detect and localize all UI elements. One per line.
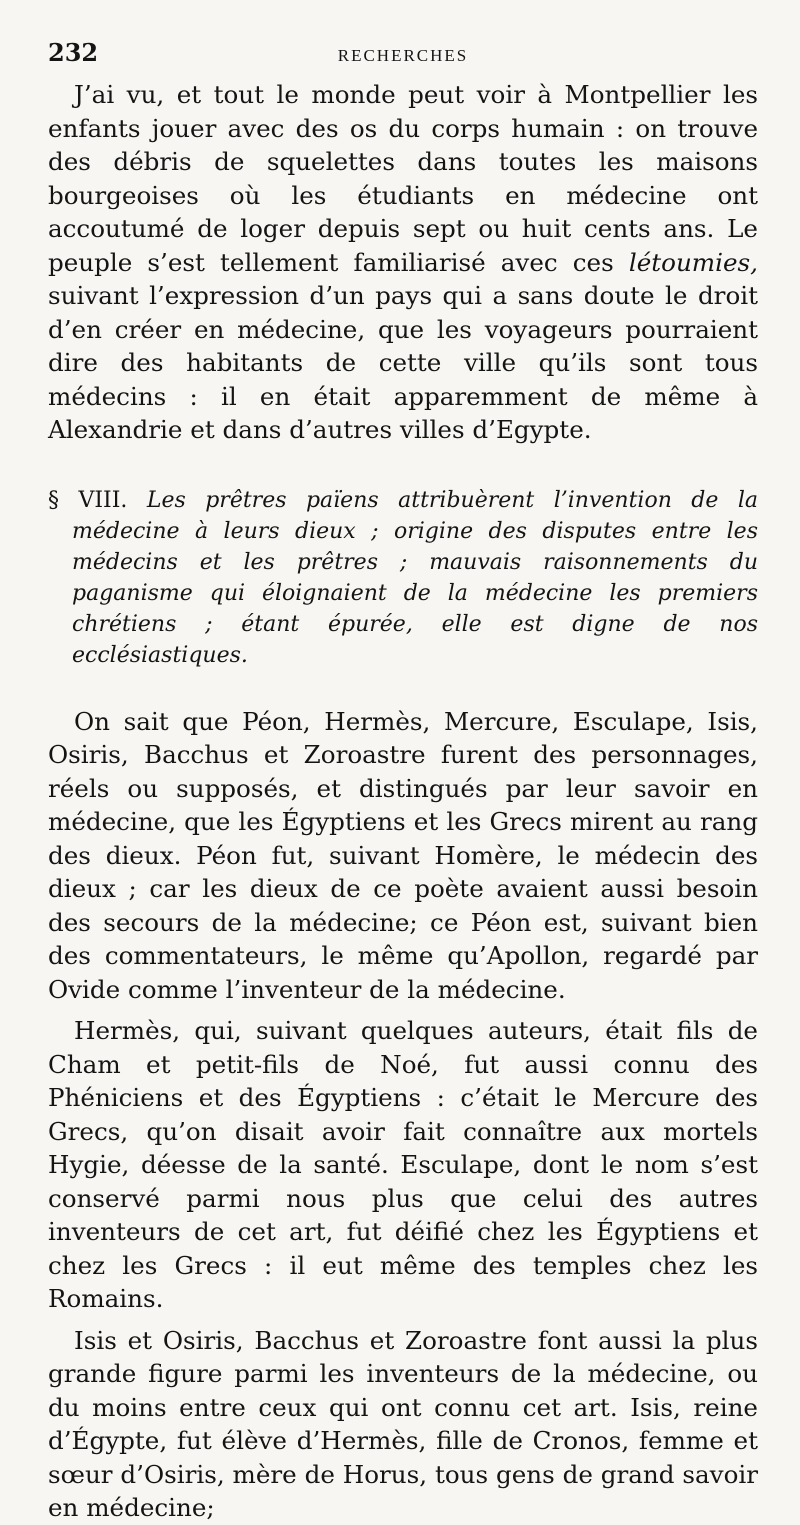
paragraph-text: On sait que Péon, Hermès, Mercure, Esculape, Isis, Osiris, Bacchus et Zoroastre furent des personnages, réels ou supposés, et distingués par leur savoir en médecine, que les Égyptiens et les Grecs mirent au rang des dieux. Péon fut, suivant Homère, le médecin des dieux ; car les dieux de ce poète avaient aussi besoin des secours de la médecine; ce Péon est, suivant bien des commentateurs, le même qu’Apollon, regardé par Ovide comme l’inventeur de la médecine. bbox=[48, 706, 758, 1004]
paragraph-peon bbox=[48, 705, 758, 1007]
paragraph-text: J’ai vu, et tout le monde peut voir à Montpellier les enfants jouer avec des os du corps humain : on trouve des débris de squelettes dans toutes les maisons bourgeoises où les étudiants en médecine ont accoutumé de loger depuis sept ou huit cents ans. Le peuple s’est tellement familiarisé avec ces bbox=[48, 80, 758, 277]
paragraph-hermes bbox=[48, 1014, 758, 1316]
paragraph-text: Hermès, qui, suivant quelques auteurs, était fils de Cham et petit-fils de Noé, fut aussi connu des Phéniciens et des Égyptiens : c’était le Mercure des Grecs, qu’on disait avoir fait connaître aux mortels Hygie, déesse de la santé. Esculape, dont le nom s’est conservé parmi nous plus que celui des autres inventeurs de cet art, fut déifié chez les Égyptiens et chez les Grecs : il eut même des temples chez les Romains. bbox=[48, 1016, 758, 1313]
italic-term: létoumies, bbox=[628, 247, 758, 277]
running-head bbox=[48, 38, 758, 70]
paragraph-isis bbox=[48, 1324, 758, 1525]
section-summary: Les prêtres païens attribuèrent l’invention de la médecine à leurs dieux ; origine des disputes entre les médecins et les prêtres ; mauvais raisonnements du paganisme qui éloignaient de la médecine les premiers chrétiens ; étant épurée, elle est digne de nos ecclésiastiques. bbox=[72, 487, 758, 668]
section-number: § VIII. bbox=[48, 487, 128, 513]
page-number: 232 bbox=[48, 38, 99, 67]
section-heading bbox=[48, 485, 758, 671]
running-title: RECHERCHES bbox=[337, 46, 469, 65]
paragraph-text-cont: suivant l’expression d’un pays qui a sans doute le droit d’en créer en médecine, que les voyageurs pourraient dire des habitants de cette ville qu’ils sont tous médecins : il en était apparemment de même à Alexandrie et dans d’autres villes d’Egypte. bbox=[48, 281, 758, 444]
paragraph-montpellier bbox=[48, 78, 758, 447]
paragraph-text: Isis et Osiris, Bacchus et Zoroastre font aussi la plus grande figure parmi les inventeurs de la médecine, ou du moins entre ceux qui ont connu cet art. Isis, reine d’Égypte, fut élève d’Hermès, fille de Cronos, femme et sœur d’Osiris, mère de Horus, tous gens de grand savoir en médecine; bbox=[48, 1325, 758, 1522]
